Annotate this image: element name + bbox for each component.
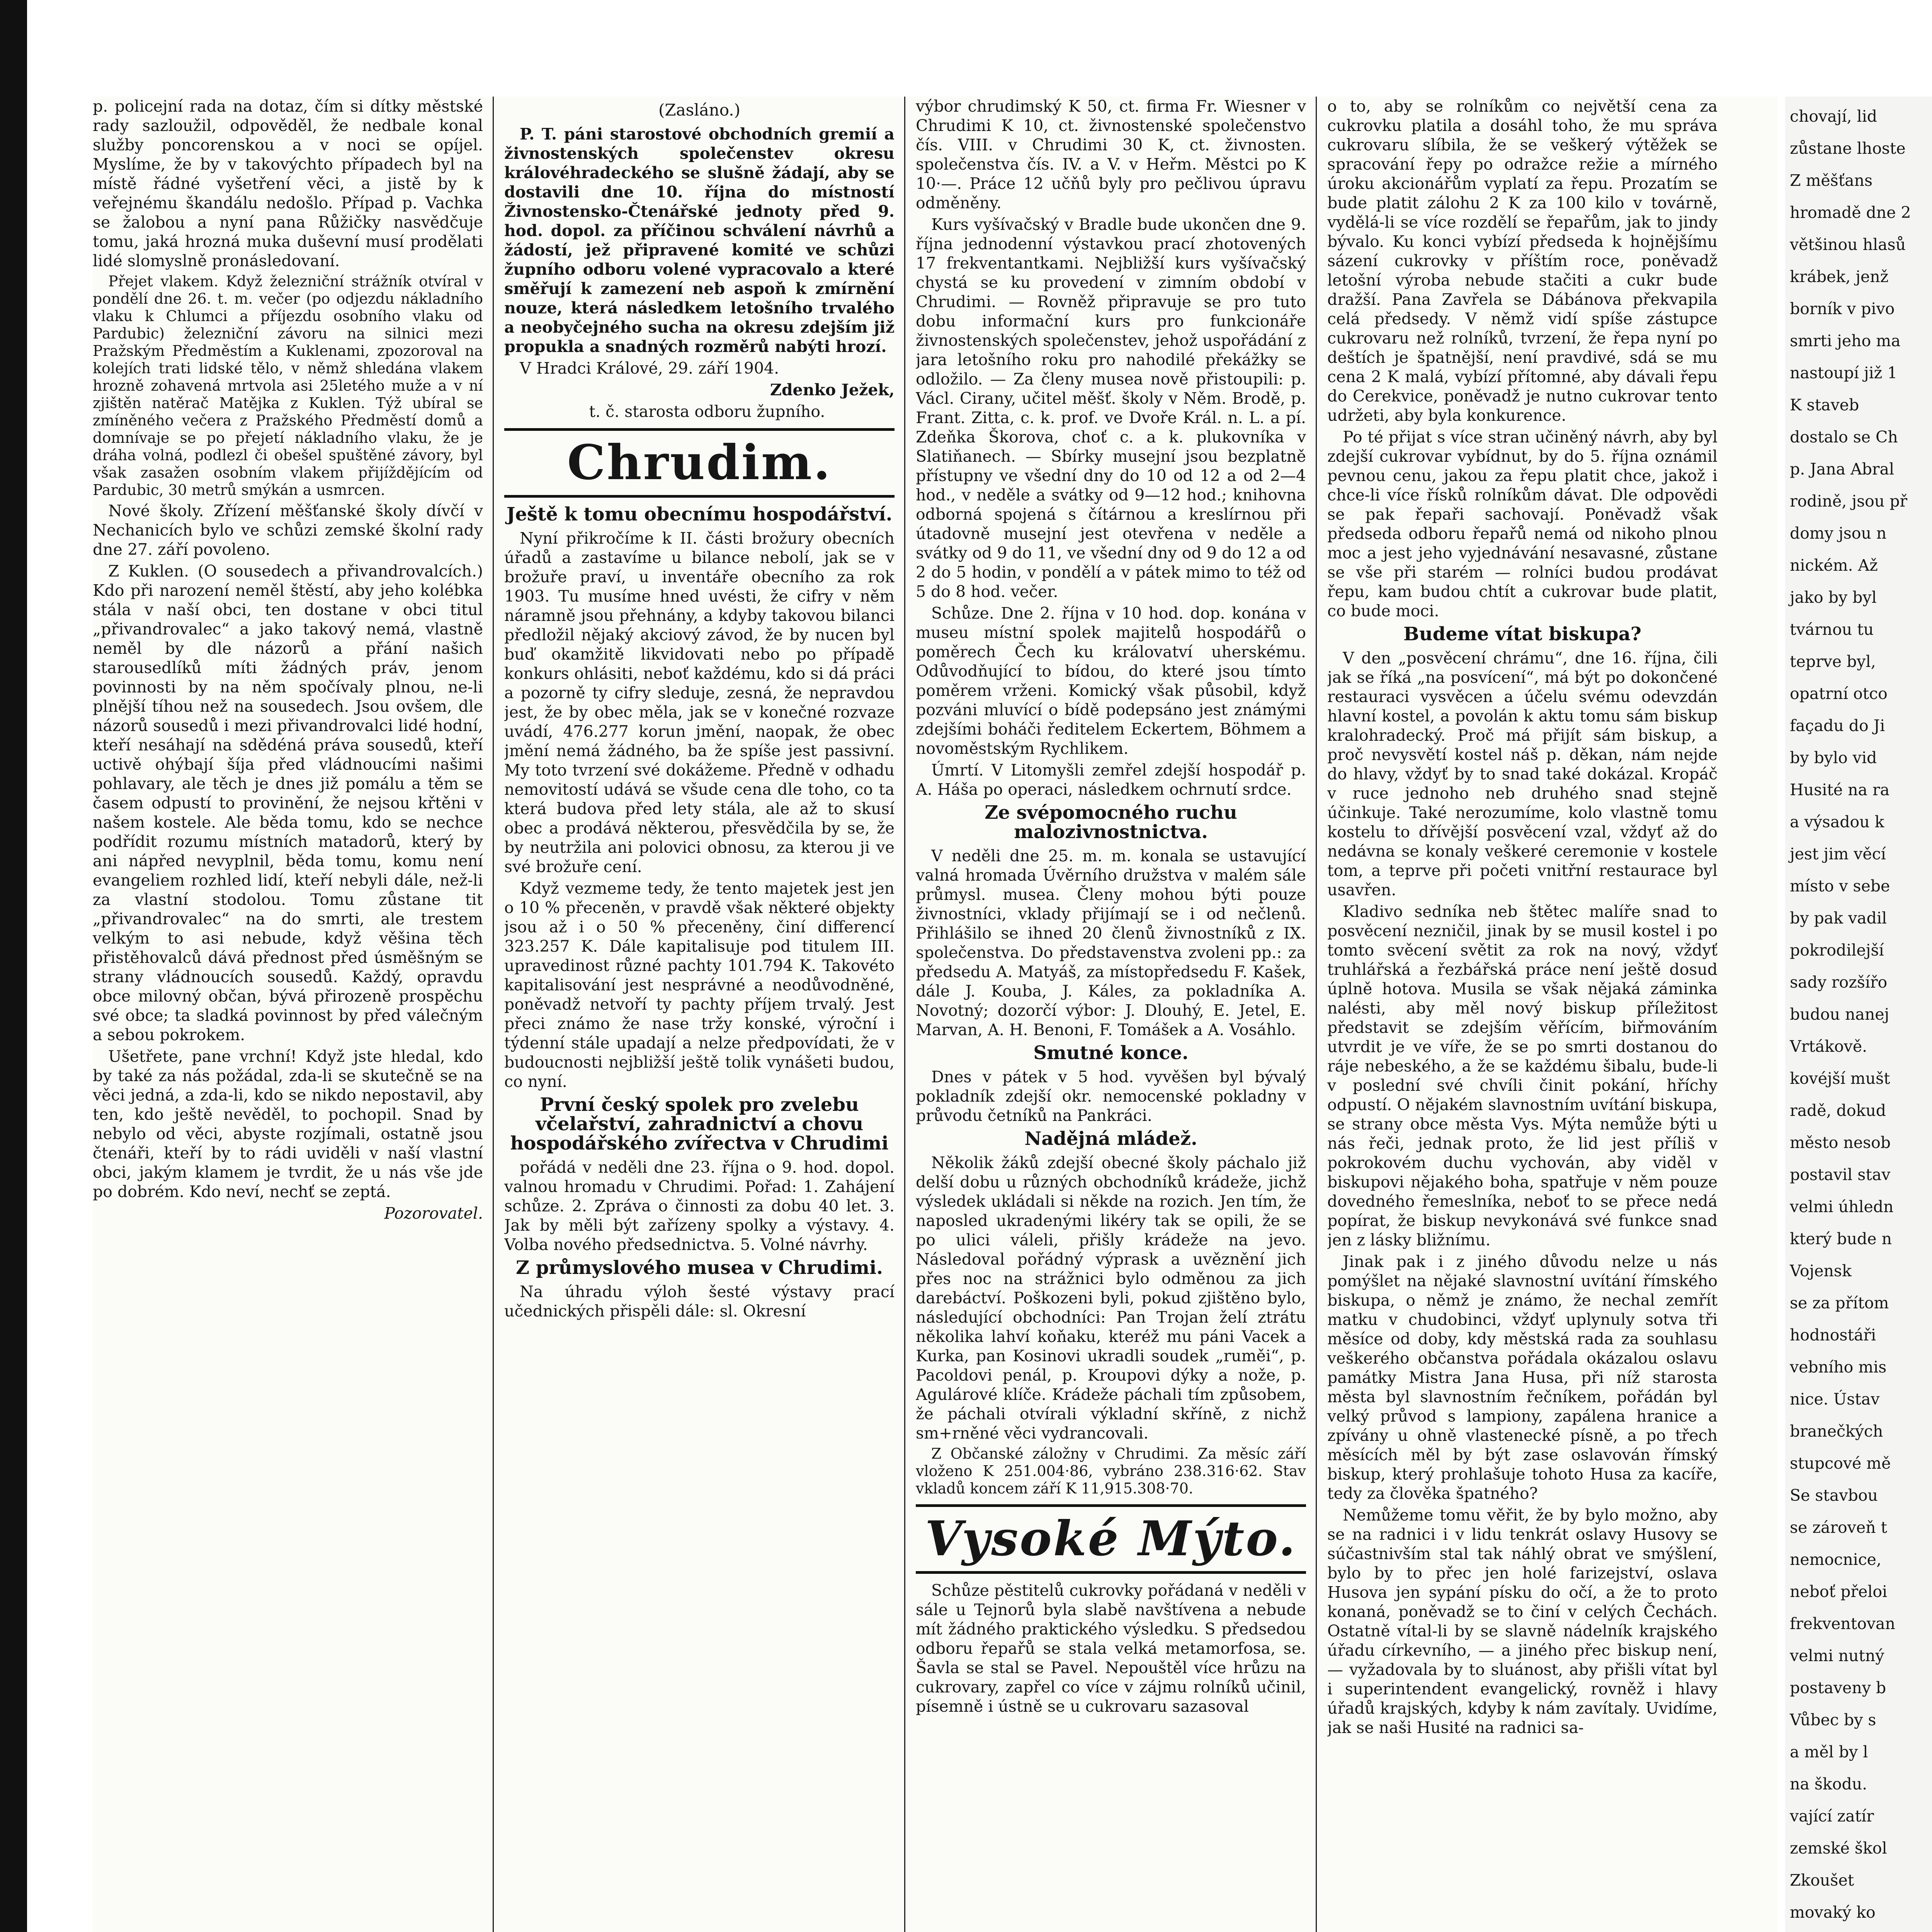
col3-paragraph: Dnes v pátek v 5 hod. vyvěšen byl bývalý pokladník zdejší okr. nemocenské pokladny v průvodu četníků na Pankráci. xyxy=(916,1068,1306,1125)
fragment-line: Z měšťans xyxy=(1790,171,1873,190)
fragment-line: by pak vadil xyxy=(1790,909,1887,927)
col3-paragraph: Schůze. Dne 2. října v 10 hod. dop. konána v museu místní spolek majitelů hospodářů o poměrech Čech ku královatví uherskému. Odůvodňující to bídou, do které jsou tímto poměrem vrženi. Komický však působil, když pozváni mluvící o bídě podepsáno jest známými zdejšími boháči ředitelem Eckertem, Böhmem a novoměstským Rychlikem. xyxy=(916,604,1306,758)
fragment-line: vající zatír xyxy=(1790,1807,1874,1825)
newspaper-page xyxy=(93,97,1777,1932)
column-2 xyxy=(504,97,895,1932)
col2-paragraph: pořádá v neděli dne 23. října o 9. hod. dopol. valnou hromadu v Chrudimi. Pořad: 1. Zahájení schůze. 2. Zpráva o činnosti za dobu 40 let. 3. Jak by měli být zařízeny spolky a výstavy. 4. Volba nového předsednictva. 5. Volné návrhy. xyxy=(504,1158,895,1254)
col2-paragraph: Když vezmeme tedy, že tento majetek jest jen o 10 % přeceněn, v pravdě však některé objekty jsou až i o 50 % přeceněny, činí differencí 323.257 K. Dále kapitalisuje pod titulem III. upravedinost různé pachty 101.794 K. Takovéto kapitalisování jest nesprávné a neodůvodněné, poněvadž netvoří ty pachty příjem trvalý. Jest přeci známo že nase tržy konské, výroční i týdenní stále upadají a nelze předpovídati, že v budoucnosti nejbližší ještě tolik vynášeti budou, co nyní. xyxy=(504,879,895,1091)
column-rule xyxy=(904,97,905,1932)
fragment-line: sady rozšířo xyxy=(1790,973,1888,992)
fragment-line: façadu do Ji xyxy=(1790,716,1885,735)
col2-paragraph: Na úhradu výloh šesté výstavy prací učednických přispěli dále: sl. Okresní xyxy=(504,1282,895,1320)
fragment-line: město nesob xyxy=(1790,1133,1891,1152)
col1-paragraph: Nové školy. Zřízení měšťanské školy dívčí v Nechanicích bylo ve schůzi zemské školní rady dne 27. září povoleno. xyxy=(93,502,483,559)
fragment-line: hodnostáři xyxy=(1790,1326,1876,1344)
section-subheading: Ze svépomocného ruchu malozivnostnictva. xyxy=(985,802,1237,843)
col3-paragraph: výbor chrudimský K 50, ct. firma Fr. Wiesner v Chrudimi K 10, ct. živnostenské společenstvo čís. VIII. v Chrudimi 30 K, ct. živnosten. společenstva čís. IV. a V. v Heřm. Městci po K 10·—. Práce 12 učňů byly pro pečlivou úpravu odměněny. xyxy=(916,97,1306,212)
col1-paragraph: Přejet vlakem. Když železniční strážník otvíral v pondělí dne 26. t. m. večer (po odjezdu nákladního vlaku k Chlumci a příjezdu osobního vlaku od Pardubic) železniční závoru na silnici mezi Pražským Předměstím a Kuklenami, zpozoroval na kolejích trati lidské tělo, v němž shledána vlakem hrozně zohavená mrtvola asi 25letého muže a v ní zjištěn natěrač Matějka z Kuklen. Týž ubíral se zmíněného večera z Pražského Předměstí domů a domnívaje se po přejetí nákladního vlaku, že je dráha volná, podlezl či obešel spuštěné závory, byl však zasažen osobním vlakem přijíždějícím od Pardubic, 30 metrů smýkán a usmrcen. xyxy=(93,273,483,498)
fragment-line: smrti jeho ma xyxy=(1790,332,1901,350)
fragment-line: kovéjší mušt xyxy=(1790,1069,1890,1088)
column-4 xyxy=(1327,97,1718,1932)
fragment-line: se za přítom xyxy=(1790,1294,1889,1312)
section-subheading: Budeme vítat biskupa? xyxy=(1403,623,1641,645)
fragment-line: Husité na ra xyxy=(1790,781,1890,799)
col4-paragraph: Po té přijat s více stran učiněný návrh, aby byl zdejší cukrovar vybídnut, by do 5. října oznámil pevnou cenu, jakou za řepu platit chce, jakož i chce-li více řísků rolníkům dávat. Dle odpovědi se pak řepaři sachovají. Poněvadž však předseda odboru řepařů nemá od nikoho plnou moc a jest jeho vyjednávání nesavasné, zůstane se vše při starém — rolníci budou prodávat řepu, kam budou chtít a cukrovar bude platit, co bude moci. xyxy=(1327,428,1718,620)
fragment-line: krábek, jenž xyxy=(1790,267,1889,286)
fragment-line: na škodu. xyxy=(1790,1775,1867,1793)
fragment-line: většinou hlasů xyxy=(1790,235,1906,254)
fragment-line: dostalo se Ch xyxy=(1790,428,1898,446)
fragment-line: postaveny b xyxy=(1790,1679,1886,1697)
fragment-line: a výsadou k xyxy=(1790,813,1884,831)
col3-paragraph: V neděli dne 25. m. m. konala se ustavující valná hromada Úvěrního družstva v malém sále průmysl. musea. Členy mohou býti pouze živnostníci, vklady přijímají se i od nečlenů. Přihlášilo se ihned 20 členů živnostníků z IX. společenstva. Do představenstva zvoleni pp.: za předsedu A. Matyáš, za místopředsedu F. Kašek, dále J. Kouba, J. Káles, za pokladníka A. Novotný; dozorčí výbor: J. Dlouhý, E. Jetel, E. Marvan, A. H. Benoni, F. Tomášek a A. Vosáhlo. xyxy=(916,847,1306,1039)
col1-paragraph: Ušetřete, pane vrchní! Když jste hledal, kdo by také za nás požádal, zda-li se skutečně se na věci jedná, a zda-li, kdo se nikdo nepostavil, aby ten, kdo ještě nevěděl, to pochopil. Snad by nebylo od věci, abyste rozjímali, ostatně jsou čtenáři, kteří by to rádi uviděli v naší vlastní obci, jakým klamem je tvrdit, že u nás vše jde po dobrém. Kdo neví, nechť se zeptá. xyxy=(93,1047,483,1201)
col3-paragraph: Schůze pěstitelů cukrovky pořádaná v neděli v sále u Tejnorů byla slabě navštívena a nebude mít žádného praktického výsledku. S předsedou odboru řepařů se stala velká metamorfosa, se. Šavla se stal se Pavel. Nepouštěl více hrůzu na cukrovary, zapřel co více v zájmu rolníků učinil, písemně i ústně se u cukrovaru sazasoval xyxy=(916,1581,1306,1716)
fragment-line: nastoupí již 1 xyxy=(1790,364,1898,382)
zaslano-label: (Zasláno.) xyxy=(658,100,740,119)
fragment-line: Vojensk xyxy=(1790,1262,1852,1280)
fragment-line: velmi úhledn xyxy=(1790,1197,1894,1216)
col4-paragraph: Kladivo sedníka neb štětec malíře snad to posvěcení nezničil, jinak by se musil kostel i po tomto svěcení světit za rok na nový, vždyť truhlářská a řezbářská práce není ještě dosud úplně hotova. Musila se však nějaká záminka nalésti, aby měl nový biskup příležitost představit se zdejším věřícím, biřmováním utvrdit je ve víře, že se po smrti dostanou do ráje nebeského, a že se každému šibalu, bude-li v poslední své chvíli činit pokání, hříchy odpustí. O nějakém slavnostním uvítání biskupa, se strany obce města Vys. Mýta nemůže býti u nás řeči, jednak proto, že lid jest příliš v pokrokovém duchu vychován, aby viděl v biskupovi nějakého boha, spatřuje v něm pouze dovedného řemeslníka, neboť to se přece nedá popírat, že biskup nevykonává své funkce snad jen z lásky bližnímu. xyxy=(1327,902,1718,1249)
fragment-line: domy jsou n xyxy=(1790,524,1887,543)
fragment-line: se zároveň t xyxy=(1790,1518,1888,1537)
fragment-line: pokrodilejší xyxy=(1790,941,1884,959)
col3-paragraph: Několik žáků zdejší obecné školy páchalo již delší dobu u různých obchodníků krádeže, jichž výsledek ukládali si někde na rozich. Jen tím, že naposled ukradenými likéry tak se opili, že se po ulici váleli, přišly krádeže na jevo. Následoval pořádný výprask a uvěznění jich přes noc na strážnici bylo odměnou za jich darebáctví. Poškozeni byli, pokud zjištěno bylo, následující obchodníci: Pan Trojan želí ztrátu několika lahví koňaku, kteréž mu páni Vacek a Kurka, pan Kosinovi ukradli soudek „ruměi“, p. Pacoldovi penál, p. Kroupovi dýky a nože, p. Agulárové klíče. Krádeže páchali tím způsobem, že páchali otvírali výkladní skříně, z nichž sm+rněné věci vydrancovali. xyxy=(916,1153,1306,1442)
column-rule xyxy=(1316,97,1317,1932)
fragment-line: budou nanej xyxy=(1790,1005,1889,1024)
col1-paragraph: p. policejní rada na dotaz, čím si dítky městské rady sazloužil, odpověděl, že nedbale konal služby poncorenskou a v noci se opíjel. Myslíme, že by v takovýchto případech byl na místě řádné vyšetření věci, a jistě by k veřejnému škandálu nedošlo. Případ p. Vachka se žalobou a nyní pana Růžičky nasvědčuje tomu, jaká hrozná muka duševní musí prodělati lidé slomyslně pronásledovaní. xyxy=(93,97,483,270)
col2-signer: Zdenko Ježek, xyxy=(770,381,895,399)
section-masthead-vysoke-myto: Vysoké Mýto. xyxy=(916,1504,1306,1574)
fragment-line: zemské škol xyxy=(1790,1839,1887,1857)
fragment-line: by bylo vid xyxy=(1790,748,1877,767)
section-subheading: Ještě k tomu obecnímu hospodářství. xyxy=(506,503,893,525)
fragment-line: neboť přeloi xyxy=(1790,1582,1888,1601)
fragment-line: hromadě dne 2 xyxy=(1790,203,1911,222)
fragment-line: radě, dokud xyxy=(1790,1101,1886,1120)
col3-paragraph: Kurs vyšívačský v Bradle bude ukončen dne 9. října jednodenní výstavkou prací zhotovených 17 frekventantkami. Nejbližší kurs vyšívačský chystá se ku provedení v zimním období v Chrudimi. — Rovněž připravuje se pro tuto dobu informační kurs pro funkcionáře živnostenských společenstev, jehož uspořádání z jara letošního roku pro nahodilé překážky se odložilo. — Za členy musea nově přistoupili: p. Václ. Cirany, učitel měšť. školy v Něm. Brodě, p. Frant. Zitta, c. k. prof. ve Dvoře Král. n. L. a pí. Zdeňka Škorova, choť c. a k. plukovníka v Slatiňanech. — Sbírky musejní jsou bezplatně přístupny ve všední dny do 10 od 12 a od 2—4 hod., v neděle a svátky od 9—12 hod.; knihovna odborná spojená s čítárnou a kreslírnou při útadovně musejní jest otevřena v neděle a svátky od 9 do 11, ve všední dny od 9 do 12 a od 2 do 5 hodin, v pondělí a v pátek mimo to též od 5 do 8 hod. večer. xyxy=(916,215,1306,601)
col4-paragraph: Jinak pak i z jiného důvodu nelze u nás pomýšlet na nějaké slavnostní uvítání římského biskupa, o němž je známo, že nechal zemřít matku v chudobinci, vždyť uplynuly sotva tři měsíce od doby, kdy městská rada za souhlasu veškerého občanstva pořádala okázalou oslavu památky Mistra Jana Husa, při níž starosta města byl slavnostním řečníkem, pořádán byl velký průvod s lampiony, zapálena hranice a zpívány u ohně vlastenecké písně, a po třech měsících měl by být zase oslavován římský biskup, který prohlašuje tohoto Husa za kacíře, tedy za člověka špatného? xyxy=(1327,1252,1718,1503)
section-subheading: První český spolek pro zvelebu včelařství, zahradnictví a chovu hospodářského zvířectva v Chrudimi xyxy=(510,1094,889,1154)
fragment-line: borník v pivo xyxy=(1790,299,1895,318)
fragment-line: jako by byl xyxy=(1790,588,1877,607)
col1-signature: Pozorovatel. xyxy=(384,1204,483,1223)
col2-notice: P. T. páni starostové obchodních gremií a živnostenských společenstev okresu královéhradeckého se slušně žádají, aby se dostavili dne 10. října do místností Živnostensko-Čtenářské jednoty před 9. hod. dopol. za příčinou schválení návrhů a žádostí, jež připravené komité ve schůzi župního odboru volené vypracovalo a které směřují k zamezení neb aspoň k zmírnění nouze, která následkem letošního trvalého a neobyčejného sucha na okresu zdejším již propukla a snadných rozměrů nabýti hrozí. xyxy=(504,125,895,356)
col2-place-date: V Hradci Králové, 29. září 1904. xyxy=(520,359,779,378)
fragment-line: jest jim věcí xyxy=(1790,845,1886,863)
column-rule xyxy=(493,97,494,1932)
fragment-line: velmi nutný xyxy=(1790,1646,1884,1665)
col4-paragraph: V den „posvěcení chrámu“, dne 16. října, čili jak se říká „na posvícení“, má být po dokončené restauraci vysvěcen a účelu svému odevzdán hlavní kostel, a povolán k aktu tomu sám biskup kralohradecký. Proč má přijít sám biskup, a proč nevysvětí kostel náš p. děkan, nám nejde do hlavy, vždyť by to snad také dokázal. Kropáč v ruce jednoho neb druhého snad stejně účinkuje. Také nerozumíme, kolo vlastně tomu kostelu to dřívější posvěcení vzal, vždyť až do nedávna se konaly veškeré ceremonie v kostele tom, a teprve při početi vnitřní restaurace byl usavřen. xyxy=(1327,649,1718,899)
fragment-line: zůstane lhoste xyxy=(1790,139,1906,158)
fragment-line: nice. Ústav xyxy=(1790,1390,1880,1408)
col4-paragraph: o to, aby se rolníkům co největší cena za cukrovku platila a dosáhl toho, že mu správa cukrovaru slíbila, že se veškerý výtěžek se spracování řepy po odražce režie a mírného úroku akcionářům vyplatí za řepu. Prozatím se bude platit zálohu 2 K za 100 kilo v továrně, vydělá-li se více rozdělí se řepařům, jak to jindy bývalo. Ku konci vybízí předseda k hojnějšímu sázení cukrovky v příštím roce, poněvadž letošní výroba nebude stačiti a cukr bude dražší. Pana Zavřela se Dábánova překvapila celá předsedy. V němž vidí spíše zástupce cukrovaru než rolníků, tvrzení, že řepa nyní po deštích je špatnější, není pravdivé, sdá se mu cena 2 K malá, vybízí přítomné, aby dávali řepu do Cerekvice, poněvadž je nutno cukrovar tento udržeti, aby byla konkurence. xyxy=(1327,97,1718,425)
fragment-line: teprve byl, xyxy=(1790,652,1876,671)
col4-paragraph: Nemůžeme tomu věřit, že by bylo možno, aby se na radnici i v lidu tenkrát oslavy Husovy se súčastnivším stal tak náhlý obrat ve smýšlení, bylo by to přec jen holé farizejství, oslava Husova jen sypání písku do očí, a že to proto konaná, poněvadž se to činí v celých Čechách. Ostatně vítal-li by se slavně nádelník krajského úřadu církevního, — a jiného přec biskup není, — vyžadovala by to sluánost, aby přišli vítat byl i superintendent evangelický, rovněž i hlavy úřadů krajských, kdyby k nám zavítaly. Uvidíme, jak se naši Husité na radnici sa- xyxy=(1327,1506,1718,1737)
col2-paragraph: Nyní přikročíme k II. části brožury obecních úřadů a zastavíme u bilance nebolí, jak se v brožuře praví, u inventáře obecního za rok 1903. Tu musíme hned uvésti, že cifry v něm náramně jsou přehnány, a kdyby takovou bilanci předložil nějaký akciový závod, že by nucen byl buď okamžitě likvidovati nebo po případě konkurs ohlásiti, neboť každému, kdo si dá práci a pozorně ty cifry sleduje, zesná, že nepravdou jest, že by obec měla, jak se v konečné rozvaze uvádí, 476.277 korun jmění, naopak, že obec jmění nemá žádného, ba že spíše jest passivní. My toto tvrzení své dokážeme. Předně v odhadu nemovitostí udává se všude cena dle toho, co ta která budova před lety stála, ale až to skusí obec a prodává některou, přesvědčila by se, že by neutržila ani polovici obnosu, za kterou ji ve své brožuře cení. xyxy=(504,529,895,876)
scan-edge-left xyxy=(0,0,27,1932)
section-subheading: Smutné konce. xyxy=(1033,1042,1189,1064)
fragment-line: vebního mis xyxy=(1790,1358,1887,1376)
section-subheading: Nadějná mládež. xyxy=(1024,1128,1197,1150)
col3-paragraph: Úmrtí. V Litomyšli zemřel zdejší hospodář p. A. Háša po operaci, následkem ochrnutí srdce. xyxy=(916,761,1306,799)
fragment-line: který bude n xyxy=(1790,1230,1892,1248)
fragment-line: Zkoušet xyxy=(1790,1871,1854,1889)
col2-signer-role: t. č. starosta odboru župního. xyxy=(589,402,825,421)
col3-notice: Z Občanské záložny v Chrudimi. Za měsíc září vloženo K 251.004·86, vybráno 238.316·62. Stav vkladů koncem září K 11,915.308·70. xyxy=(916,1445,1306,1497)
column-1 xyxy=(93,97,483,1932)
col1-paragraph: Z Kuklen. (O sousedech a přivandrovalcích.) Kdo při narození neměl štěstí, aby jeho kolébka stála v naší obci, ten dostane v obci titul „přivandrovalec“ a jako takový nemá, vlastně neměl by dle názorů a přání našich starousedlíků míti žádných práv, jenom povinnosti by na něm spočívaly plnou, ne-li plnější tíhou než na sousedech. Jsou ovšem, dle názorů sousedů i mezi přivandrovalci lidé hodní, kteří nesáhají na sdědéná práva sousedů, kteří uctivě ohýbají šíja před vládnoucími našimi pohlavary, ale těch je dnes již pomálu a těm se časem odpustí to provinění, že nejsou křtěni v našem kostele. Ale běda tomu, kdo se nechce podřídit rozumu místních matadorů, který by ani nápřed nevyplnil, běda tomu, komu není evangeliem rozhled lidí, kteří nebyli dále, než-li za vlastní stodolou. Tomu zůstane tit „přivandrovalec“ na do smrti, ale trestem velkým to asi nebude, když věšina těch přistěhovalců dává přednost před úsměšným se strany vládnoucích sousedů. Každý, opravdu obce milovný občan, bývá přirozeně prospěchu své obce; ta sladká povinnost by před válečným a sebou pokrokem. xyxy=(93,562,483,1044)
fragment-line: postavil stav xyxy=(1790,1165,1891,1184)
fragment-line: Vůbec by s xyxy=(1790,1711,1876,1729)
fragment-line: a měl by l xyxy=(1790,1743,1868,1761)
adjacent-page-fragment xyxy=(1785,97,1932,1932)
fragment-line: movaký ko xyxy=(1790,1903,1876,1922)
fragment-line: Se stavbou xyxy=(1790,1486,1878,1505)
fragment-line: nemocnice, xyxy=(1790,1550,1881,1569)
column-3 xyxy=(916,97,1306,1932)
fragment-line xyxy=(1790,1929,1932,1932)
fragment-line: stupcové mě xyxy=(1790,1454,1891,1473)
fragment-line: nickém. Až xyxy=(1790,556,1878,575)
fragment-line: frekventovan xyxy=(1790,1614,1895,1633)
fragment-line: branečkých xyxy=(1790,1422,1883,1440)
fragment-line: chovají, lid xyxy=(1790,107,1878,126)
fragment-line: rodině, jsou př xyxy=(1790,492,1908,510)
fragment-line: tvárnou tu xyxy=(1790,620,1874,639)
fragment-line: K staveb xyxy=(1790,396,1859,414)
fragment-line: p. Jana Abral xyxy=(1790,460,1895,478)
section-masthead-chrudim: Chrudim. xyxy=(504,428,895,498)
fragment-line: opatrní otco xyxy=(1790,684,1888,703)
fragment-line: Vrtákově. xyxy=(1790,1037,1867,1056)
section-subheading: Z průmyslového musea v Chrudimi. xyxy=(516,1257,883,1279)
fragment-line: místo v sebe xyxy=(1790,877,1890,895)
